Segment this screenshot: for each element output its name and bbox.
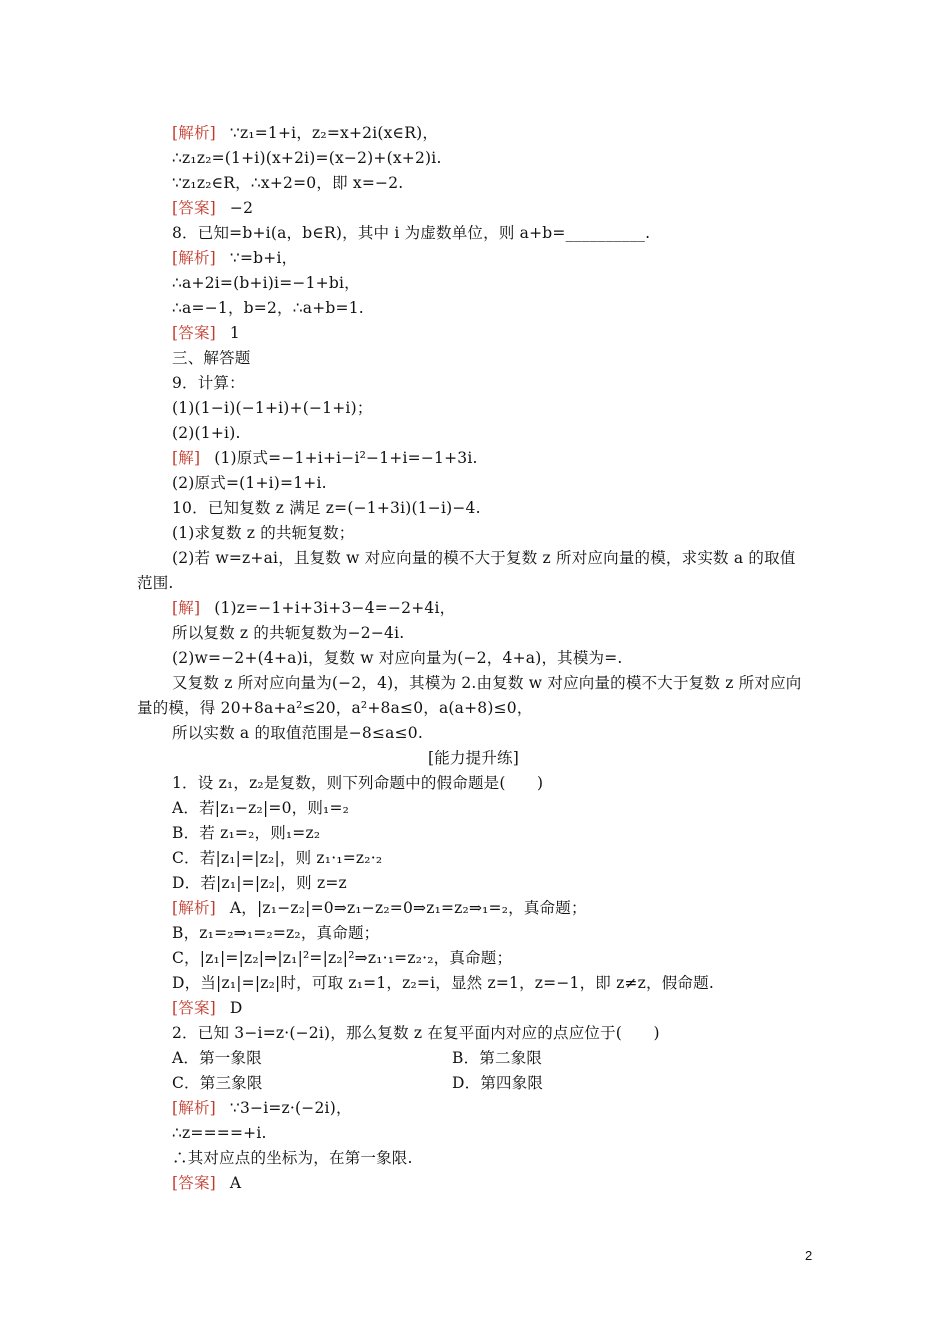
- answer-tag: [答案]: [172, 999, 216, 1017]
- line-text: B，z₁=₂⇒₁=₂=z₂，真命题；: [172, 924, 380, 942]
- section-heading: [172, 347, 251, 369]
- text-line: [172, 172, 403, 194]
- line-text: D，当|z₁|=|z₂|时，可取 z₁=1，z₂=i，显然 z=1，z=−1，即 z≠z，假命题.: [172, 974, 714, 992]
- line-text: A．若|z₁−z₂|=0，则₁=₂: [172, 799, 350, 817]
- text-line: [172, 722, 423, 744]
- text-line: [172, 397, 373, 419]
- text-line: [172, 547, 796, 569]
- line-text: B．若 z₁=₂，则₁=z₂: [172, 824, 321, 842]
- line-text: 1: [229, 324, 240, 342]
- solution-tag: [解析]: [172, 249, 216, 267]
- line-text: C．第三象限: [172, 1074, 263, 1092]
- solution-line: [172, 247, 297, 269]
- line-text: (2)w=−2+(4+a)i，复数 w 对应向量为(−2，4+a)，其模为=.: [172, 649, 623, 667]
- text-line: [172, 972, 714, 994]
- line-text: 三、解答题: [172, 349, 251, 367]
- line-text: 又复数 z 所对应向量为(−2，4)，其模为 2.由复数 w 对应向量的模不大于复数 z 所对应向: [172, 674, 802, 692]
- text-line: [137, 697, 533, 719]
- question-line: [172, 497, 481, 519]
- line-text: ∴其对应点的坐标为，在第一象限.: [172, 1149, 413, 1167]
- line-text: D: [229, 999, 243, 1017]
- option-line: [172, 822, 320, 844]
- line-text: C，|z₁|=|z₂|⇒|z₁|²=|z₂|²⇒z₁·₁=z₂·₂，真命题；: [172, 949, 513, 967]
- section-heading: [428, 747, 519, 769]
- text-line: [172, 1122, 267, 1144]
- option-line: [172, 847, 382, 869]
- answer-line: [172, 322, 240, 344]
- line-text: [能力提升练]: [428, 749, 519, 767]
- text-line: [172, 947, 512, 969]
- solution-tag: [解析]: [172, 899, 216, 917]
- text-line: [137, 572, 174, 594]
- text-line: [172, 672, 801, 694]
- line-text: D．若|z₁|=|z₂|，则 z=z: [172, 874, 347, 892]
- line-text: −2: [229, 199, 254, 217]
- question-line: [172, 222, 650, 244]
- solution-line: [172, 897, 587, 919]
- text-line: [172, 297, 364, 319]
- line-text: 10．已知复数 z 满足 z=(−1+3i)(1−i)−4.: [172, 499, 481, 517]
- text-line: [172, 472, 327, 494]
- line-text: ∴a+2i=(b+i)i=−1+bi，: [172, 274, 360, 292]
- text-line: [172, 522, 354, 544]
- line-text: 8．已知=b+i(a，b∈R)，其中 i 为虚数单位，则 a+b=__________.: [172, 224, 651, 242]
- question-line: [172, 372, 245, 394]
- line-text: B．第二象限: [452, 1049, 543, 1067]
- line-text: ∵3−i=z·(−2i)，: [229, 1099, 352, 1117]
- solution-tag: [解]: [172, 449, 201, 467]
- line-text: ∵z₁=1+i，z₂=x+2i(x∈R)，: [229, 124, 439, 142]
- line-text: A．第一象限: [172, 1049, 262, 1067]
- question-line: [172, 772, 543, 794]
- line-text: A: [229, 1174, 242, 1192]
- solution-line: [172, 447, 478, 469]
- line-text: 所以实数 a 的取值范围是−8≤a≤0.: [172, 724, 423, 742]
- text-line: [172, 272, 360, 294]
- page-number: 2: [805, 1248, 813, 1263]
- option-line: [452, 1072, 543, 1094]
- solution-tag: [解析]: [172, 1099, 216, 1117]
- solution-line: [172, 597, 455, 619]
- line-text: (2)(1+i).: [172, 424, 241, 442]
- line-text: A，|z₁−z₂|=0⇒z₁−z₂=0⇒z₁=z₂⇒₁=₂，真命题；: [229, 899, 587, 917]
- line-text: (1)(1−i)(−1+i)+(−1+i)；: [172, 399, 373, 417]
- line-text: 1．设 z₁，z₂是复数，则下列命题中的假命题是( ): [172, 774, 544, 792]
- text-line: [172, 147, 442, 169]
- line-text: (1)原式=−1+i+i−i²−1+i=−1+3i.: [214, 449, 478, 467]
- line-text: D．第四象限: [452, 1074, 544, 1092]
- solution-line: [172, 1097, 352, 1119]
- question-line: [172, 1022, 660, 1044]
- line-text: (1)z=−1+i+3i+3−4=−2+4i，: [214, 599, 456, 617]
- option-line: [172, 797, 349, 819]
- solution-tag: [解]: [172, 599, 201, 617]
- solution-line: [172, 122, 438, 144]
- text-line: [172, 922, 379, 944]
- line-text: ∵=b+i，: [229, 249, 298, 267]
- option-line: [172, 1047, 262, 1069]
- answer-line: [172, 197, 253, 219]
- line-text: ∴a=−1，b=2，∴a+b=1.: [172, 299, 364, 317]
- line-text: C．若|z₁|=|z₂|，则 z₁·₁=z₂·₂: [172, 849, 383, 867]
- line-text: ∵z₁z₂∈R，∴x+2=0，即 x=−2.: [172, 174, 404, 192]
- line-text: 所以复数 z 的共轭复数为−2−4i.: [172, 624, 405, 642]
- answer-tag: [答案]: [172, 199, 216, 217]
- answer-line: [172, 997, 243, 1019]
- answer-line: [172, 1172, 241, 1194]
- line-text: 2．已知 3−i=z·(−2i)，那么复数 z 在复平面内对应的点应位于( ): [172, 1024, 660, 1042]
- text-line: [172, 622, 404, 644]
- text-line: [172, 422, 241, 444]
- option-line: [452, 1047, 542, 1069]
- solution-tag: [解析]: [172, 124, 216, 142]
- text-line: [172, 647, 623, 669]
- line-text: ∴z₁z₂=(1+i)(x+2i)=(x−2)+(x+2)i.: [172, 149, 442, 167]
- line-text: 量的模，得 20+8a+a²≤20，a²+8a≤0，a(a+8)≤0，: [137, 699, 533, 717]
- line-text: 范围.: [137, 574, 174, 592]
- line-text: 9．计算：: [172, 374, 245, 392]
- line-text: (2)若 w=z+ai，且复数 w 对应向量的模不大于复数 z 所对应向量的模，求实数 a 的取值: [172, 549, 796, 567]
- answer-tag: [答案]: [172, 1174, 216, 1192]
- line-text: ∴z====+i.: [172, 1124, 267, 1142]
- answer-tag: [答案]: [172, 324, 216, 342]
- option-line: [172, 872, 347, 894]
- text-line: [172, 1147, 413, 1169]
- line-text: (1)求复数 z 的共轭复数；: [172, 524, 355, 542]
- line-text: (2)原式=(1+i)=1+i.: [172, 474, 327, 492]
- option-line: [172, 1072, 263, 1094]
